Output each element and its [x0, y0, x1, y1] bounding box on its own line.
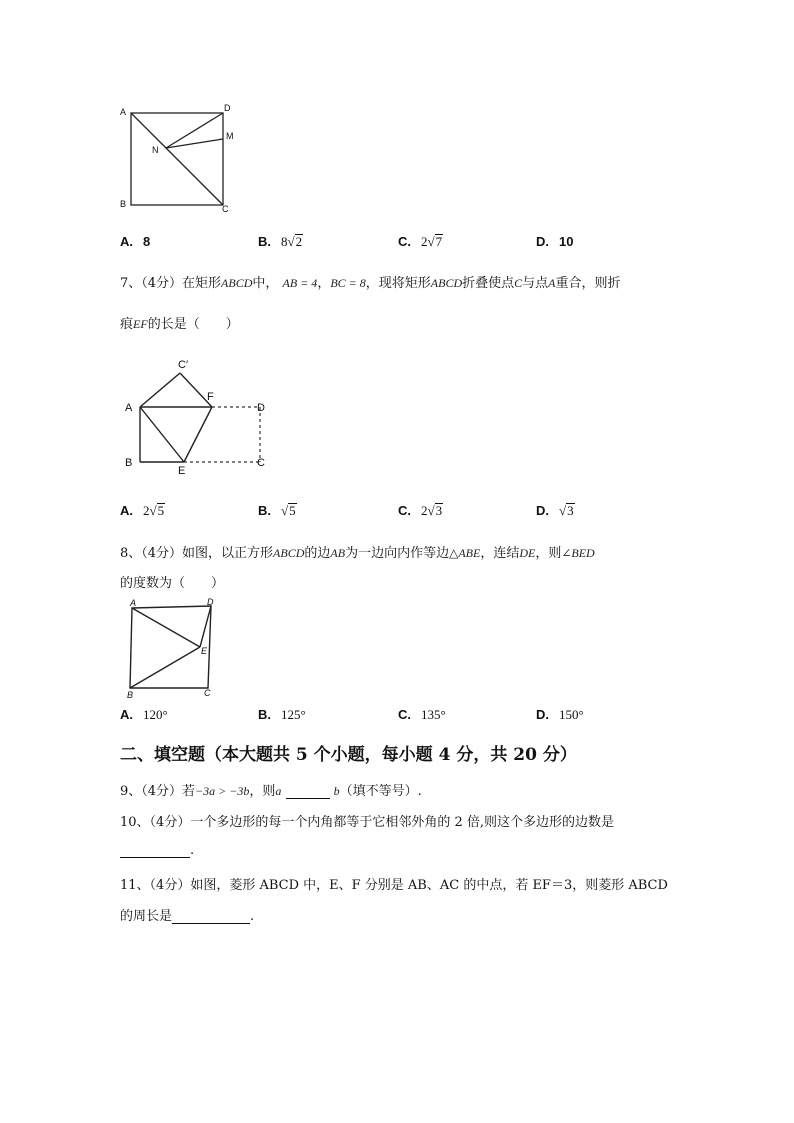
q8-option-a[interactable]: A. 120° — [120, 707, 168, 722]
q7-option-c[interactable]: C. 2√3 — [398, 503, 443, 518]
q6-label-a: A — [120, 107, 127, 117]
q9-answer-blank[interactable] — [286, 786, 330, 799]
q8-option-d[interactable]: D. 150° — [536, 707, 584, 722]
q8-option-c[interactable]: C. 135° — [398, 707, 446, 722]
q6-label-d: D — [224, 103, 231, 113]
q8-segment-ae — [132, 608, 200, 647]
q7-segment-ac1 — [140, 373, 180, 407]
q7-figure — [112, 354, 282, 474]
q8-segment-be — [130, 647, 200, 688]
section-2-heading: 二、填空题（本大题共 5 个小题，每小题 4 分，共 20 分） — [120, 745, 577, 765]
q8-figure — [118, 596, 228, 700]
q6-label-c: C — [222, 204, 229, 214]
q8-label-a: A — [130, 598, 137, 608]
q8-label-d: D — [207, 597, 214, 607]
q7-label-d: D — [257, 402, 265, 414]
q7-stem-line1: 7、（4分）在矩形ABCD中， AB = 4，BC = 8，现将矩形ABCD折叠使点C与点A重合，则折 — [120, 276, 621, 291]
q8-square-diagram — [118, 596, 228, 700]
q8-stem-line1: 8、（4分）如图，以正方形ABCD的边AB为一边向内作等边△ABE，连结DE，则∠BED — [120, 546, 595, 561]
q6-label-m: M — [226, 131, 234, 141]
q8-label-b: B — [127, 690, 134, 700]
q7-label-c-prime: C′ — [178, 359, 189, 371]
q7-fold-diagram — [112, 354, 282, 474]
q6-option-a[interactable]: A. 8 — [120, 234, 151, 249]
q10-answer-blank[interactable] — [120, 845, 190, 858]
q11-stem-line1: 11、（4分）如图，菱形 ABCD 中，E、F 分别是 AB、AC 的中点，若 EF＝3，则菱形 ABCD — [120, 878, 668, 893]
q7-option-b[interactable]: B. √5 — [258, 503, 296, 518]
q6-segment-nd — [166, 113, 223, 148]
q11-answer-blank[interactable] — [172, 911, 250, 924]
q10-stem-line1: 10、（4分）一个多边形的每一个内角都等于它相邻外角的 2 倍,则这个多边形的边数是 — [120, 815, 614, 830]
q9-stem: 9、（4分）若−3a > −3b，则a b（填不等号）. — [120, 784, 422, 799]
q6-label-b: B — [120, 199, 127, 209]
q7-label-f: F — [207, 391, 214, 403]
q6-diagonal-ac — [131, 113, 223, 205]
q7-label-c: C — [257, 457, 265, 469]
q7-segment-ae — [140, 407, 184, 462]
q7-label-e: E — [178, 465, 186, 474]
q7-stem-line2: 痕EF的长是（ ） — [120, 317, 239, 332]
q6-label-n: N — [152, 145, 159, 155]
q11-stem-line2: 的周长是 . — [120, 909, 255, 924]
q8-stem-line2: 的度数为（ ） — [120, 576, 225, 591]
q6-figure — [112, 98, 252, 220]
q7-option-a[interactable]: A. 2√5 — [120, 503, 165, 518]
q7-label-a: A — [125, 402, 133, 414]
q7-crease-ef — [184, 407, 212, 462]
q6-option-c[interactable]: C. 2√7 — [398, 234, 443, 249]
q8-label-c: C — [204, 688, 211, 698]
q7-option-d[interactable]: D. √3 — [536, 503, 574, 518]
q6-square-diagram — [112, 98, 252, 220]
q8-label-e: E — [201, 646, 208, 656]
q8-option-b[interactable]: B. 125° — [258, 707, 306, 722]
q6-option-b[interactable]: B. 8√2 — [258, 234, 303, 249]
q10-stem-line2: . — [120, 843, 194, 858]
q6-option-d[interactable]: D. 10 — [536, 234, 574, 249]
q7-label-b: B — [125, 457, 133, 469]
